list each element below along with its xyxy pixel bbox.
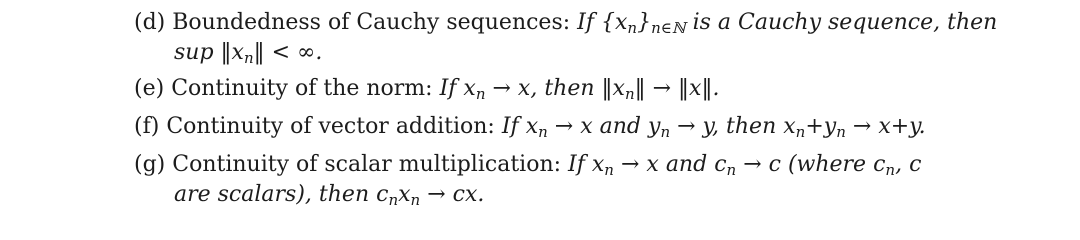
- item-g-c-convergence: $c_n \to c$: [714, 152, 781, 179]
- item-g-x-convergence: $x_n \to x$: [591, 152, 659, 179]
- item-f-line: [134, 114, 926, 140]
- item-g-label: (g): [134, 152, 166, 177]
- item-g-if: If: [568, 152, 585, 177]
- item-g-and: and: [665, 152, 708, 177]
- item-e-title: Continuity of the norm:: [171, 76, 433, 101]
- item-f-then: then: [726, 114, 777, 139]
- item-e-label: (e): [134, 76, 165, 101]
- item-e-line: [134, 76, 719, 102]
- item-d-title: Boundedness of Cauchy sequences:: [172, 10, 571, 35]
- item-d-label: (d): [134, 10, 166, 35]
- item-d-line-1: [134, 10, 997, 36]
- item-d-sup-expression: sup $‖x_n‖$ < ∞.: [174, 40, 323, 67]
- item-g-then: then: [318, 182, 370, 207]
- item-f-y-convergence: $y_n \to y$,: [648, 114, 720, 141]
- item-g-where: (where: [787, 152, 867, 177]
- item-f-x-convergence: $x_n \to x$: [525, 114, 593, 141]
- item-d-line-2: [174, 40, 322, 66]
- item-g-product-expression: $c_nx_n$ → cx.: [376, 182, 485, 209]
- item-f-sum-expression: $x_n+y_n \to x+y$.: [783, 114, 926, 141]
- item-d-seq: $\{x_n\}_{n\in ℕ}$: [601, 10, 686, 37]
- item-e-then: then: [544, 76, 595, 101]
- item-g-where-symbols: $c_n$, c: [873, 152, 922, 179]
- item-f-and: and: [599, 114, 641, 139]
- item-e-norm-expression: $‖x_n‖$ → ‖x‖.: [601, 76, 720, 103]
- item-e-if: If: [439, 76, 457, 101]
- item-g-title: Continuity of scalar multiplication:: [172, 152, 562, 177]
- item-g-line-1: [134, 152, 921, 178]
- item-d-text: is a Cauchy sequence, then: [692, 10, 998, 35]
- item-g-line2-text: are scalars),: [174, 182, 312, 207]
- item-f-if: If: [501, 114, 519, 139]
- item-f-title: Continuity of vector addition:: [166, 114, 495, 139]
- item-f-label: (f): [134, 114, 160, 139]
- item-g-line-2: [174, 182, 484, 208]
- item-e-convergence: $x_n \to x$,: [463, 76, 538, 103]
- item-d-if: If: [577, 10, 594, 35]
